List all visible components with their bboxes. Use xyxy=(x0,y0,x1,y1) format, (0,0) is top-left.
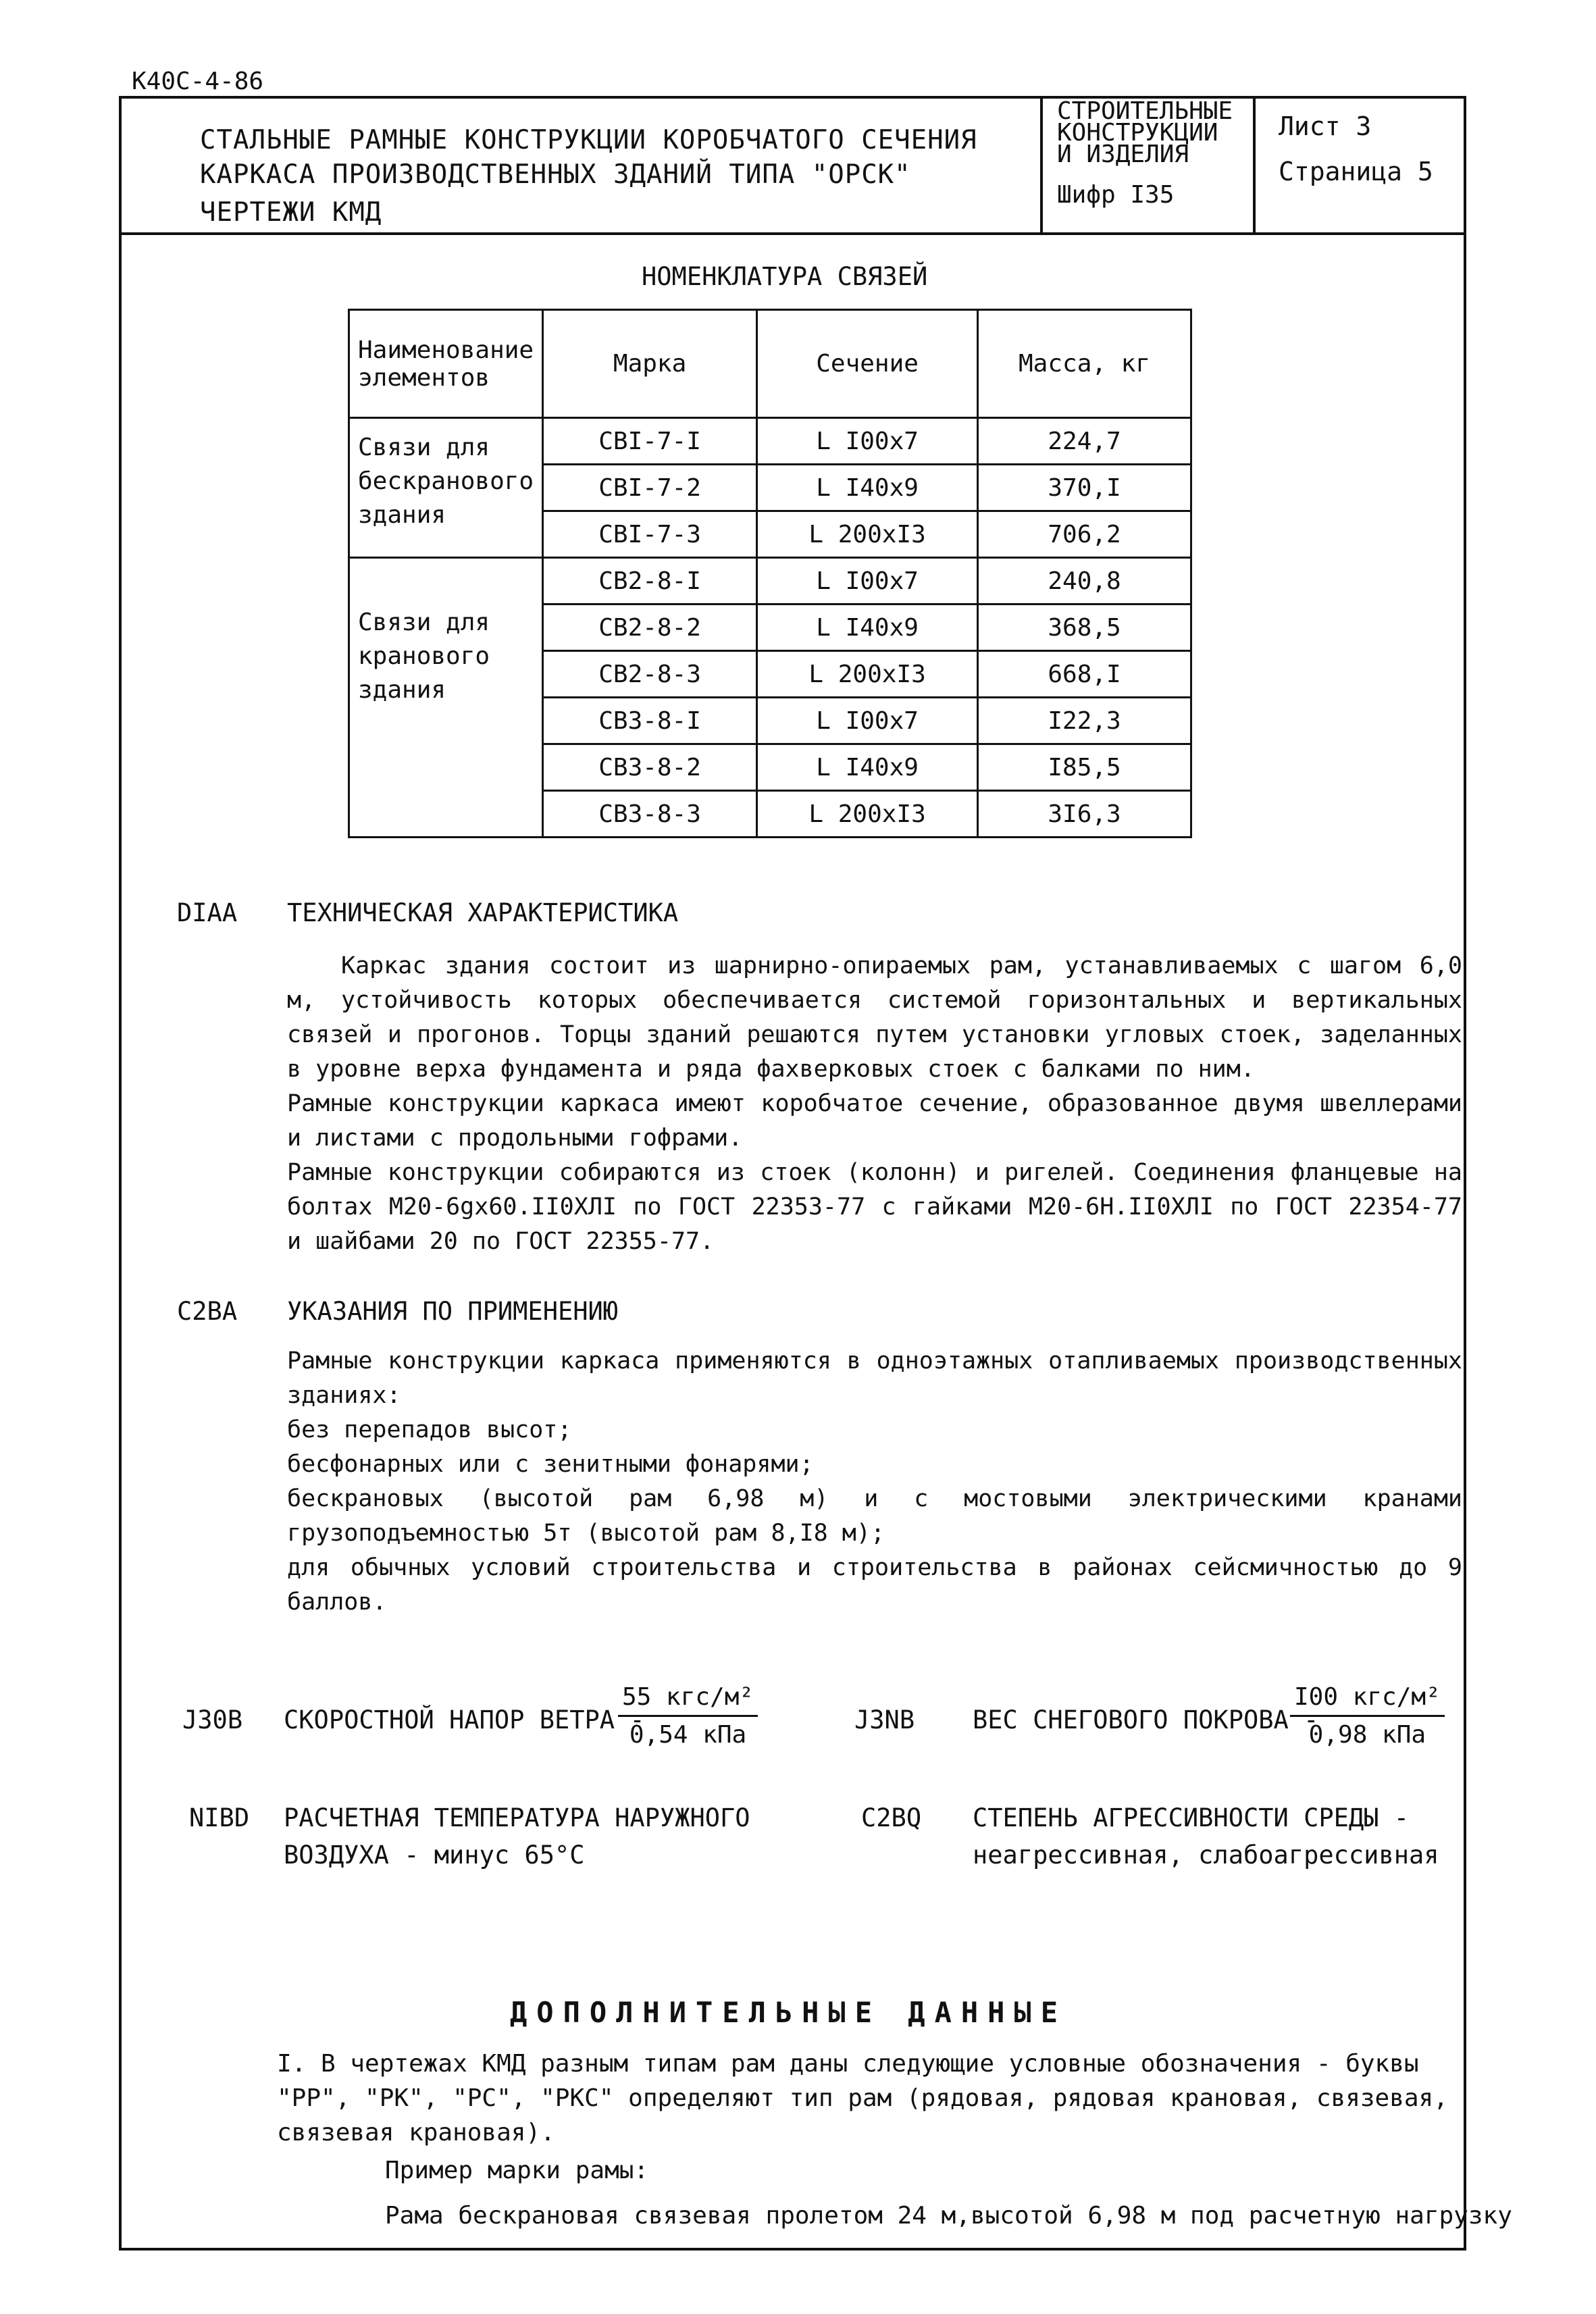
title-line-2: КАРКАСА ПРОИЗВОДСТВЕННЫХ ЗДАНИЙ ТИПА "ОРСК" xyxy=(200,159,911,190)
header-mark: Марка xyxy=(543,310,757,418)
document-id: К40С-4-86 xyxy=(132,68,264,95)
cell-mass: 706,2 xyxy=(978,511,1191,558)
temperature-code: NIВD xyxy=(189,1803,250,1832)
cell-mass: I85,5 xyxy=(978,744,1191,791)
catalog-code: Шифр I35 xyxy=(1057,181,1175,209)
cell-section: L I00x7 xyxy=(757,418,978,465)
temperature-value: ВОЗДУХА - минус 65°С xyxy=(284,1841,585,1870)
header-mass: Масса, кг xyxy=(978,310,1191,418)
cell-mass: I22,3 xyxy=(978,698,1191,744)
cell-mass: 668,I xyxy=(978,651,1191,698)
snow-value-kgs: I00 кгс/м² xyxy=(1290,1683,1445,1717)
title-line-3: ЧЕРТЕЖИ КМД xyxy=(200,197,382,228)
tech-text: Каркас здания состоит из шарнирно-опираемых рам, устанавливаемых с шагом 6,0 м, устойчивость которых обеспечивается системой горизонтальных и вертикальных связей и прогонов. Торцы зданий решаются путем установки угловых стоек, заделанных в уровне верха фундамента и ряда фахверковых стоек с балками по ним. Рамные конструкции каркаса имеют коробчатое сечение, образованное двумя швеллерами и листами с продольными гофрами. Рамные конструкции собираются из стоек (колонн) и ригелей. Соединения фланцевые на болтах М20-6gx60.II0ХЛI по ГОСТ 22353-77 с гайками М20-6Н.II0ХЛI по ГОСТ 22354-77 и шайбами 20 по ГОСТ 22355-77. xyxy=(287,952,1462,1255)
snow-value-kpa: 0,98 кПа xyxy=(1308,1721,1426,1749)
cell-mark: СВ3-8-3 xyxy=(543,791,757,838)
usage-heading: УКАЗАНИЯ ПО ПРИМЕНЕНИЮ xyxy=(287,1297,619,1326)
wind-label: СКОРОСТНОЙ НАПОР ВЕТРА - xyxy=(284,1705,645,1734)
wind-value-kgs: 55 кгс/м² xyxy=(618,1683,758,1717)
catalog-line-2: КОНСТРУКЦИИ xyxy=(1057,119,1218,147)
tech-heading: ТЕХНИЧЕСКАЯ ХАРАКТЕРИСТИКА xyxy=(287,898,679,927)
cell-section: L 200xI3 xyxy=(757,651,978,698)
cell-mark: СВ3-8-I xyxy=(543,698,757,744)
cell-mark: СВI-7-3 xyxy=(543,511,757,558)
header-section: Сечение xyxy=(757,310,978,418)
catalog-line-3: И ИЗДЕЛИЯ xyxy=(1057,140,1189,168)
usage-code: С2ВА xyxy=(177,1297,238,1326)
catalog-line-1: СТРОИТЕЛЬНЫЕ xyxy=(1057,97,1233,125)
snow-code: J3NВ xyxy=(854,1705,915,1734)
aggressiveness-code: С2ВQ xyxy=(861,1803,922,1832)
title-line-1: СТАЛЬНЫЕ РАМНЫЕ КОНСТРУКЦИИ КОРОБЧАТОГО СЕЧЕНИЯ xyxy=(200,125,977,155)
aggressiveness-value: неагрессивная, слабоагрессивная xyxy=(973,1841,1439,1870)
group-name: Связи для бескранового здания xyxy=(349,418,543,558)
cell-section: L I00x7 xyxy=(757,698,978,744)
snow-label: ВЕС СНЕГОВОГО ПОКРОВА - xyxy=(973,1705,1319,1734)
additional-item-1: I. В чертежах КМД разным типам рам даны следующие условные обозначения - буквы "РР", "РК", "РС", "РКС" определяют тип рам (рядовая, рядовая крановая, связевая, связевая крановая). xyxy=(277,2050,1448,2146)
usage-text: Рамные конструкции каркаса применяются в одноэтажных отапливаемых производственных зданиях: без перепадов высот; бесфонарных или с зенитными фонарями; бескрановых (высотой рам 6,98 м) и с мостовыми электрическими кранами грузоподъемностью 5т (высотой рам 8,I8 м); для обычных условий строительства и строительства в районах сейсмичностью до 9 баллов. xyxy=(287,1347,1462,1616)
cell-mass: 240,8 xyxy=(978,558,1191,605)
mark-example-label: Пример марки рамы: xyxy=(385,2157,649,2184)
additional-heading: ДОПОЛНИТЕЛЬНЫЕ ДАННЫЕ xyxy=(510,1996,1068,2029)
table-row xyxy=(349,418,1191,465)
header-divider-2 xyxy=(1253,96,1256,234)
cell-mark: СВ2-8-2 xyxy=(543,605,757,651)
cell-mass: 368,5 xyxy=(978,605,1191,651)
cell-mark: СВ3-8-2 xyxy=(543,744,757,791)
cell-mass: 224,7 xyxy=(978,418,1191,465)
snow-value xyxy=(1290,1683,1445,1749)
cell-mass: 370,I xyxy=(978,465,1191,511)
mark-example-text: Рама бескрановая связевая пролетом 24 м,высотой 6,98 м под расчетную нагрузку xyxy=(385,2202,1512,2230)
cell-section: L 200xI3 xyxy=(757,791,978,838)
wind-value xyxy=(618,1683,758,1749)
cell-mark: СВ2-8-3 xyxy=(543,651,757,698)
header-bottom-rule xyxy=(119,232,1466,235)
aggressiveness-label: СТЕПЕНЬ АГРЕССИВНОСТИ СРЕДЫ - xyxy=(973,1803,1410,1832)
group-name: Связи для кранового здания xyxy=(349,558,543,838)
cell-section: L I40x9 xyxy=(757,744,978,791)
cell-section: L 200xI3 xyxy=(757,511,978,558)
cell-section: L I40x9 xyxy=(757,465,978,511)
wind-value-kpa: 0,54 кПа xyxy=(629,1721,747,1749)
cell-mark: СВ2-8-I xyxy=(543,558,757,605)
table-row xyxy=(349,558,1191,605)
nomenclature-table xyxy=(348,309,1192,838)
sheet-number: Лист 3 xyxy=(1279,111,1372,141)
temperature-label: РАСЧЕТНАЯ ТЕМПЕРАТУРА НАРУЖНОГО xyxy=(284,1803,750,1832)
wind-code: J30В xyxy=(182,1705,243,1734)
header-divider-1 xyxy=(1040,96,1043,234)
cell-mark: СВI-7-2 xyxy=(543,465,757,511)
cell-mark: СВI-7-I xyxy=(543,418,757,465)
page-number: Страница 5 xyxy=(1279,157,1433,186)
table-header-row xyxy=(349,310,1191,418)
cell-section: L I00x7 xyxy=(757,558,978,605)
tech-code: DIAA xyxy=(177,898,238,927)
header-name: Наименование элементов xyxy=(349,310,543,418)
table-caption: НОМЕНКЛАТУРА СВЯЗЕЙ xyxy=(642,262,928,291)
cell-section: L I40x9 xyxy=(757,605,978,651)
cell-mass: 3I6,3 xyxy=(978,791,1191,838)
